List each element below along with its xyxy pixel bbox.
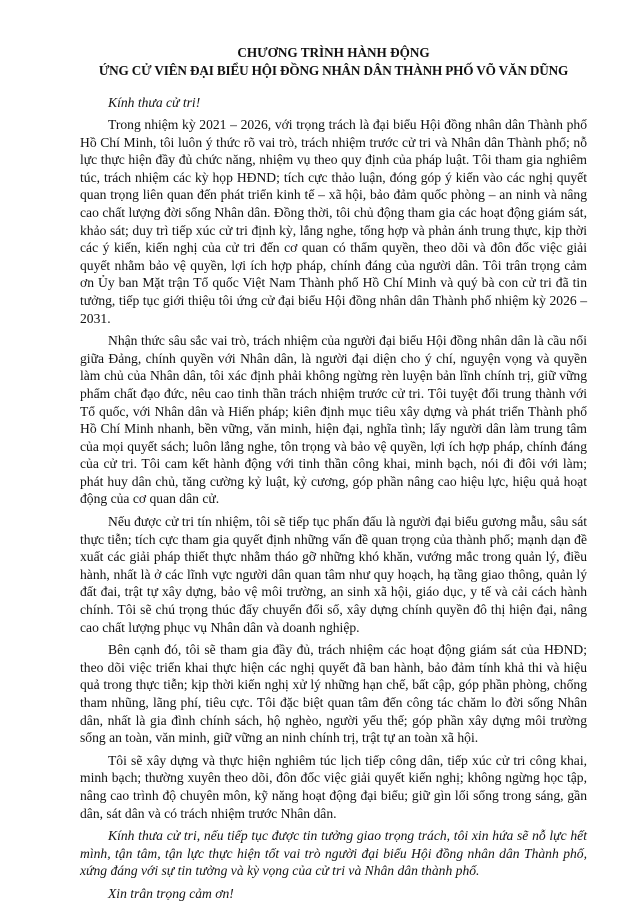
signoff: Xin trân trọng cảm ơn! (108, 885, 234, 901)
paragraph-3: Nếu được cử tri tín nhiệm, tôi sẽ tiếp tục phấn đấu là người đại biểu gương mẫu, sâu sát thực tiễn; tích cực tham gia quyết định những vấn đề quan trọng của thành phố; mạnh dạn đề xuất các giải pháp thiết thực nhằm tháo gỡ những khó khăn, vướng mắc trong quản lý, điều hành, nhất là ở các lĩnh vực người dân quan tâm như quy hoạch, hạ tầng giao thông, quản lý đất đai, trật tự xây dựng, bảo vệ môi trường, an sinh xã hội, giáo dục, y tế và cải cách hành chính. Tôi sẽ chú trọng thúc đẩy chuyển đổi số, xây dựng chính quyền đô thị hiện đại, nâng cao chất lượng phục vụ Nhân dân và doanh nghiệp. (80, 514, 587, 635)
document-title-line1: CHƯƠNG TRÌNH HÀNH ĐỘNG (237, 45, 430, 60)
document-title-line2: ỨNG CỬ VIÊN ĐẠI BIỂU HỘI ĐỒNG NHÂN DÂN THÀNH PHỐ VÕ VĂN DŨNG (98, 62, 569, 78)
paragraph-2: Nhận thức sâu sắc vai trò, trách nhiệm của người đại biểu Hội đồng nhân dân là cầu nối giữa Đảng, chính quyền với Nhân dân, là người đại diện cho ý chí, nguyện vọng và quyền làm chủ của Nhân dân, tôi xác định phải không ngừng rèn luyện bản lĩnh chính trị, giữ vững phẩm chất đạo đức, nêu cao tinh thần trách nhiệm trước cử tri. Tôi tuyệt đối trung thành với Tổ quốc, với Nhân dân và Hiến pháp; kiên định mục tiêu xây dựng và phát triển Thành phố Hồ Chí Minh nhanh, bền vững, văn minh, hiện đại, nghĩa tình; lấy người dân làm trung tâm của mọi quyết sách; luôn lắng nghe, tôn trọng và bảo vệ quyền, lợi ích hợp pháp, chính đáng của cử tri. Tôi cam kết hành động với tinh thần công khai, minh bạch, nói đi đôi với làm; phát huy dân chủ, tăng cường kỷ luật, kỷ cương, góp phần nâng cao hiệu lực, hiệu quả hoạt động của cơ quan dân cử. (80, 333, 587, 507)
greeting: Kính thưa cử tri! (108, 95, 201, 110)
paragraph-4: Bên cạnh đó, tôi sẽ tham gia đầy đủ, trách nhiệm các hoạt động giám sát của HĐND; theo dõi việc triển khai thực hiện các nghị quyết đã ban hành, bảo đảm tính khả thi và hiệu quả trong thực tiễn; kịp thời kiến nghị xử lý những hạn chế, bất cập, góp phần phòng, chống tham nhũng, lãng phí, tiêu cực. Tôi đặc biệt quan tâm đến công tác chăm lo đời sống Nhân dân, nhất là gia đình chính sách, hộ nghèo, người yếu thế; góp phần xây dựng môi trường sống an toàn, văn minh, giữ vững an ninh chính trị, trật tự an toàn xã hội. (80, 642, 587, 746)
closing-paragraph: Kính thưa cử tri, nếu tiếp tục được tin tưởng giao trọng trách, tôi xin hứa sẽ nỗ lực hết mình, tận tâm, tận lực thực hiện tốt vai trò người đại biểu Hội đồng nhân dân Thành phố, xứng đáng với sự tin tưởng và kỳ vọng của cử tri và Nhân dân thành phố. (80, 828, 587, 879)
document-page (80, 44, 587, 903)
paragraph-1: Trong nhiệm kỳ 2021 – 2026, với trọng trách là đại biểu Hội đồng nhân dân Thành phố Hồ Chí Minh, tôi luôn ý thức rõ vai trò, trách nhiệm trước cử tri và Nhân dân Thành phố; nỗ lực thực hiện đầy đủ chức năng, nhiệm vụ theo quy định của pháp luật. Tôi tham gia nghiêm túc, trách nhiệm các kỳ họp HĐND; tích cực thảo luận, đóng góp ý kiến vào các nghị quyết quan trọng liên quan đến phát triển kinh tế – xã hội, bảo đảm quốc phòng – an ninh và nâng cao chất lượng đời sống Nhân dân. Đồng thời, tôi chủ động tham gia các hoạt động giám sát, khảo sát; duy trì tiếp xúc cử tri định kỳ, lắng nghe, tổng hợp và phản ánh trung thực, kịp thời các ý kiến, kiến nghị của cử tri đến cơ quan có thẩm quyền, theo dõi và đôn đốc việc giải quyết nhằm bảo vệ quyền, lợi ích hợp pháp, chính đáng của người dân. Tôi trân trọng cảm ơn Ủy ban Mặt trận Tổ quốc Việt Nam Thành phố Hồ Chí Minh và quý bà con cử tri đã tin tưởng, tiếp tục giới thiệu tôi ứng cử đại biểu Hội đồng nhân dân Thành phố nhiệm kỳ 2026 – 2031. (80, 117, 587, 326)
paragraph-5: Tôi sẽ xây dựng và thực hiện nghiêm túc lịch tiếp công dân, tiếp xúc cử tri công khai, minh bạch; thường xuyên theo dõi, đôn đốc việc giải quyết kiến nghị; không ngừng học tập, nâng cao trình độ chuyên môn, kỹ năng hoạt động đại biểu; giữ gìn lối sống trong sáng, gần dân, sát dân và có trách nhiệm trước Nhân dân. (80, 752, 587, 821)
